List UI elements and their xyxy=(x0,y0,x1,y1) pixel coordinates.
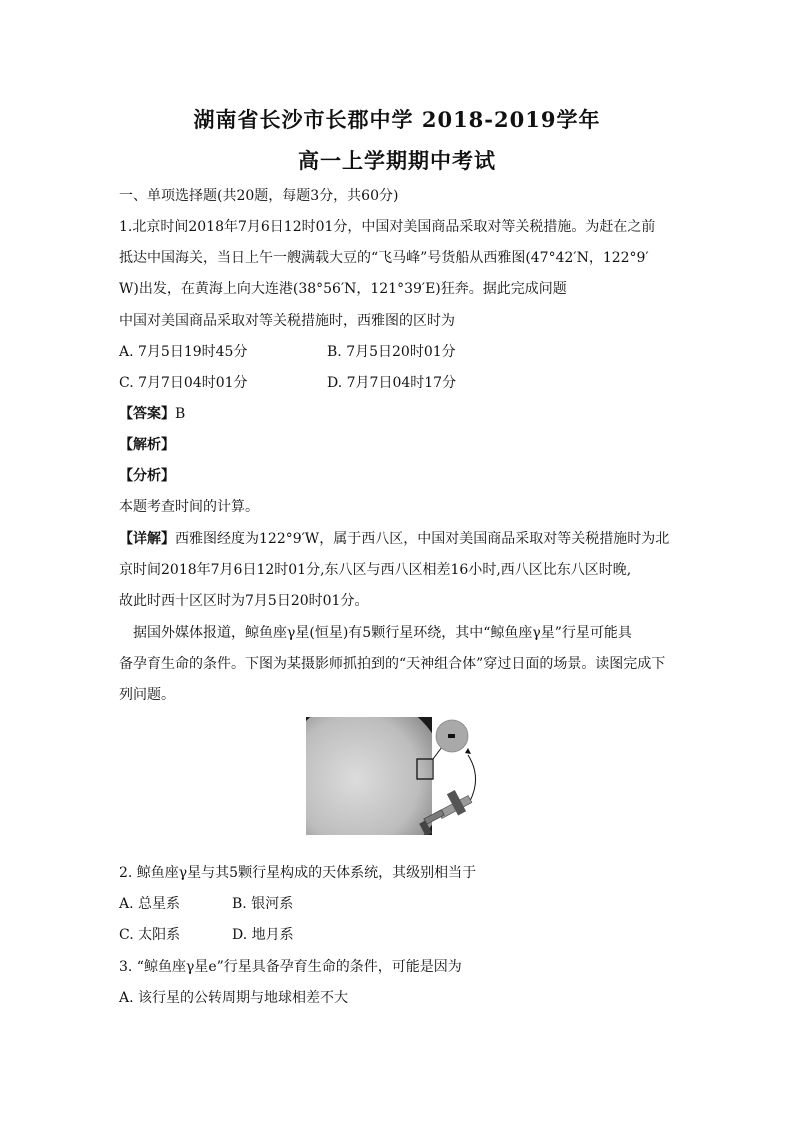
q2-option-b: B. 银河系 xyxy=(232,896,294,912)
q1-stem-line: 抵达中国海关，当日上午一艘满载大豆的“飞马峰”号货船从西雅图(47°42′N，122°9′ xyxy=(119,250,649,266)
detail-line: 故此时西十区区时为7月5日20时01分。 xyxy=(119,593,369,609)
q1-option-c: C. 7月7日04时01分 xyxy=(119,375,248,391)
detail-line: 京时间2018年7月6日12时01分,东八区与西八区相差16小时,西八区比东八区时晚, xyxy=(119,562,632,578)
q3-option-a: A. 该行星的公转周期与地球相差不大 xyxy=(119,990,349,1006)
exam-title-line1: 湖南省长沙市长郡中学 2018-2019学年 xyxy=(193,107,601,132)
q2-option-a: A. 总星系 xyxy=(119,896,181,912)
q1-option-a: A. 7月5日19时45分 xyxy=(119,344,248,360)
answer-label: 【答案】 xyxy=(119,406,175,422)
passage-line: 列问题。 xyxy=(119,687,175,703)
detail-label: 【详解】 xyxy=(119,531,175,547)
fenxi-label: 【分析】 xyxy=(119,468,175,484)
spacecraft-silhouette xyxy=(448,734,455,738)
q1-stem-line: 1.北京时间2018年7月6日12时01分，中国对美国商品采取对等关税措施。为赶在之前 xyxy=(119,219,656,235)
detail-line xyxy=(119,530,669,548)
sun-transit-photo xyxy=(306,717,494,835)
q1-option-b: B. 7月5日20时01分 xyxy=(327,344,456,360)
passage-line: 备孕育生命的条件。下图为某摄影师抓拍到的“天神组合体”穿过日面的场景。读图完成下 xyxy=(119,656,666,672)
q2-option-d: D. 地月系 xyxy=(232,927,294,943)
sun-transit-illustration xyxy=(306,717,494,835)
detail-text: 西雅图经度为122°9′W，属于西八区，中国对美国商品采取对等关税措施时为北 xyxy=(175,531,670,547)
sun-disk xyxy=(306,717,446,835)
answer-value: B xyxy=(175,406,186,422)
q3-stem: 3. “鲸鱼座γ星e”行星具备孕育生命的条件，可能是因为 xyxy=(119,959,462,975)
q2-option-c: C. 太阳系 xyxy=(119,927,181,943)
q2-stem: 2. 鲸鱼座γ星与其5颗行星构成的天体系统，其级别相当于 xyxy=(119,865,477,881)
section-header: 一、单项选择题(共20题，每题3分，共60分) xyxy=(119,188,399,204)
analysis-text: 本题考查时间的计算。 xyxy=(119,499,259,515)
q1-answer xyxy=(119,405,185,423)
q1-option-d: D. 7月7日04时17分 xyxy=(327,375,457,391)
q1-stem-line: W)出发，在黄海上向大连港(38°56′N，121°39′E)狂奔。据此完成问题 xyxy=(119,281,567,297)
q1-stem-line: 中国对美国商品采取对等关税措施时，西雅图的区时为 xyxy=(119,313,455,329)
passage-line: 据国外媒体报道，鲸鱼座γ星(恒星)有5颗行星环绕，其中“鲸鱼座γ星”行星可能具 xyxy=(133,625,632,641)
exam-title-line2: 高一上学期期中考试 xyxy=(298,148,496,173)
jiexi-label: 【解析】 xyxy=(119,437,175,453)
